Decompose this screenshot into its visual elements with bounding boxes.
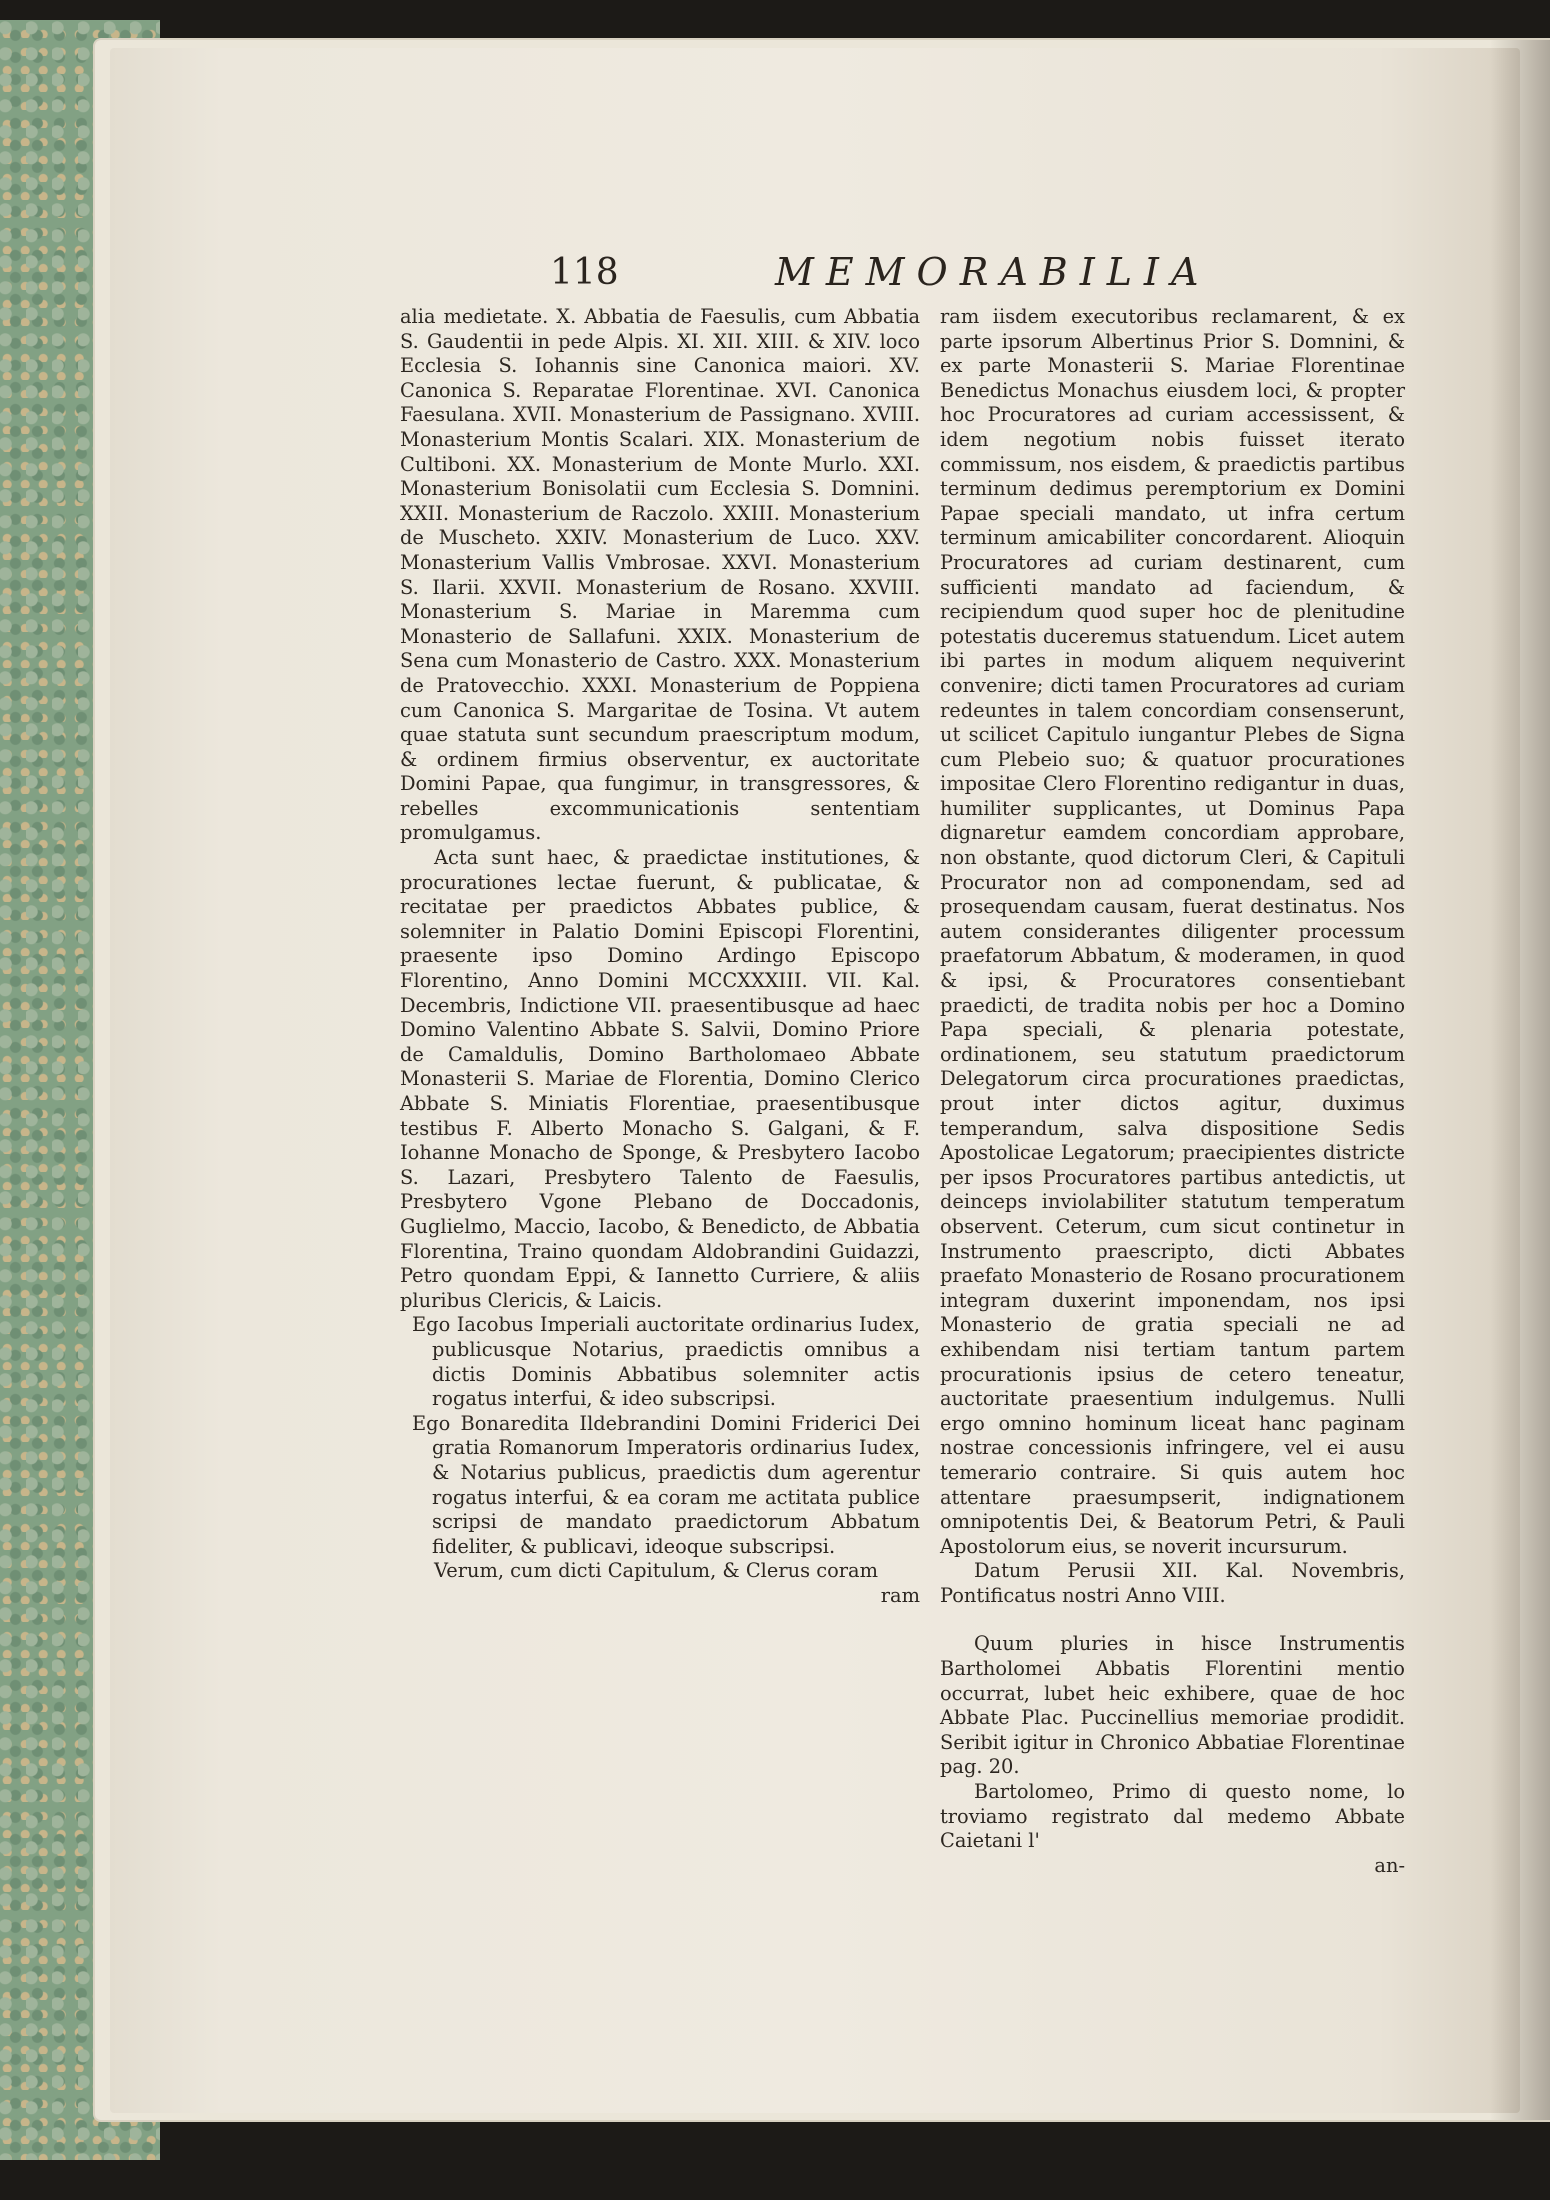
notary-subscription: Ego Bonaredita Ildebrandini Domini Friderici Dei gratia Romanorum Imperatoris ordinarius Iudex, & Notarius publicus, praedictis dum agerentur rogatus interfui, & ea coram me actitata publice scripsi de mandato praedictorum Abbatum fideliter, & publicavi, ideoque subscripsi. <box>412 1411 920 1558</box>
notary-subscription: Ego Iacobus Imperiali auctoritate ordinarius Iudex, publicusque Notarius, praedictis omnibus a dictis Dominis Abbatibus solemniter actis rogatus interfui, & ideo subscripsi. <box>412 1313 920 1411</box>
spine-shadow <box>1490 40 1550 2120</box>
left-paragraph: Verum, cum dicti Capitulum, & Clerus coram <box>434 1559 878 1583</box>
running-title: MEMORABILIA <box>775 250 1211 294</box>
right-column <box>940 305 1405 1878</box>
left-paragraph: Acta sunt haec, & praedictae institutiones, & procurationes lectae fuerunt, & publicatae, & recitatae per praedictos Abbates publice, & solemniter in Palatio Domini Episcopi Florentini, praesente ipso Domino Ardingo Episcopo Florentino, Anno Domini MCCXXXIII. VII. Kal. Decembris, Indictione VII. praesentibusque ad haec Domino Valentino Abbate S. Salvii, Domino Priore de Camaldulis, Domino Bartholomaeo Abbate Monasterii S. Mariae de Florentia, Domino Clerico Abbate S. Miniatis Florentiae, praesentibusque testibus F. Alberto Monacho S. Galgani, & F. Iohanne Monacho de Sponge, & Presbytero Iacobo S. Lazari, Presbytero Talento de Faesulis, Presbytero Vgone Plebano de Doccadonis, Guglielmo, Maccio, Iacobo, & Benedicto, de Abbatia Florentina, Traino quondam Aldobrandini Guidazzi, Petro quondam Eppi, & Iannetto Curriere, & aliis pluribus Clericis, & Laicis. <box>400 846 920 1312</box>
left-paragraph: alia medietate. X. Abbatia de Faesulis, cum Abbatia S. Gaudentii in pede Alpis. XI. XII. XIII. & XIV. loco Ecclesia S. Iohannis sine Canonica maiori. XV. Canonica S. Reparatae Florentinae. XVI. Canonica Faesulana. XVII. Monasterium de Passignano. XVIII. Monasterium Montis Scalari. XIX. Monasterium de Cultiboni. XX. Monasterium de Monte Murlo. XXI. Monasterium Bonisolatii cum Ecclesia S. Domnini. XXII. Monasterium de Raczolo. XXIII. Monasterium de Muscheto. XXIV. Monasterium de Luco. XXV. Monasterium Vallis Vmbrosae. XXVI. Monasterium S. Ilarii. XXVII. Monasterium de Rosano. XXVIII. Monasterium S. Mariae in Maremma cum Monasterio de Sallafuni. XXIX. Monasterium de Sena cum Monasterio de Castro. XXX. Monasterium de Pratovecchio. XXXI. Monasterium de Poppiena cum Canonica S. Margaritae de Tosina. Vt autem quae statuta sunt secundum praescriptum modum, & ordinem firmius observentur, ex auctoritate Domini Papae, qua fungimur, in transgressores, & rebelles excommunicationis sententiam promulgamus. <box>400 305 920 845</box>
right-paragraph: ram iisdem executoribus reclamarent, & ex parte ipsorum Albertinus Prior S. Domnini, & ex parte Monasterii S. Mariae Florentinae Benedictus Monachus eiusdem loci, & propter hoc Procuratores ad curiam accessissent, & idem negotium nobis fuisset iterato commissum, nos eisdem, & praedictis partibus terminum dedimus peremptorium ex Domini Papae speciali mandato, ut infra certum terminum amicabiliter concordarent. Alioquin Procuratores ad curiam destinarent, cum sufficienti mandato ad faciendum, & recipiendum quod super hoc de plenitudine potestatis duceremus statuendum. Licet autem ibi partes in modum aliquem nequiverint convenire; dicti tamen Procuratores ad curiam redeuntes in talem concordiam consenserunt, ut scilicet Capitulo iungantur Plebes de Signa cum Plebeio suo; & quatuor procurationes impositae Clero Florentino redigantur in duas, humiliter supplicantes, ut Dominus Papa dignaretur eamdem concordiam approbare, non obstante, quod dictorum Cleri, & Capituli Procurator non ad componendam, sed ad prosequendam causam, fuerat destinatus. Nos autem considerantes diligenter processum praefatorum Abbatum, & moderamen, in quod & ipsi, & Procuratores consentiebant praedicti, de tradita nobis per hoc a Domino Papa speciali, & plenaria potestate, ordinationem, seu statutum praedictorum Delegatorum circa procurationes praedictas, prout inter dictos agitur, duximus temperandum, salva dispositione Sedis Apostolicae Legatorum; praecipientes districte per ipsos Procuratores partibus antedictis, ut deinceps inviolabiliter statutum temperatum observent. Ceterum, cum sicut continetur in Instrumento praescripto, dicti Abbates praefato Monasterio de Rosano procurationem integram duxerint imponendam, nos ipsi Monasterio de gratia speciali ne ad exhibendam nisi tertiam tantum partem procurationis ipsius de cetero teneatur, auctoritate praesentium indulgemus. Nulli ergo omnino hominum liceat hanc paginam nostrae concessionis infringere, vel ei ausu temerario contraire. Si quis autem hoc attentare praesumpserit, indignationem omnipotentis Dei, & Beatorum Petri, & Pauli Apostolorum eius, se noverit incursurum. <box>940 305 1405 1558</box>
dating-clause: Datum Perusii XII. Kal. Novembris, Pontificatus nostri Anno VIII. <box>940 1559 1405 1607</box>
catchword-right: an- <box>1374 1853 1405 1877</box>
left-column <box>400 305 920 1608</box>
page-number: 118 <box>550 252 619 293</box>
page-header <box>0 246 1550 296</box>
catchword-left: ram <box>880 1583 920 1607</box>
italian-quotation: Bartolomeo, Primo di questo nome, lo troviamo registrato dal medemo Abbate Caietani l' <box>940 1780 1405 1853</box>
paragraph-gap <box>940 1608 1405 1632</box>
right-paragraph: Quum pluries in hisce Instrumentis Bartholomei Abbatis Florentini mentio occurrat, lubet heic exhibere, quae de hoc Abbate Plac. Puccinellius memoriae prodidit. Seribit igitur in Chronico Abbatiae Florentinae pag. 20. <box>940 1632 1405 1779</box>
